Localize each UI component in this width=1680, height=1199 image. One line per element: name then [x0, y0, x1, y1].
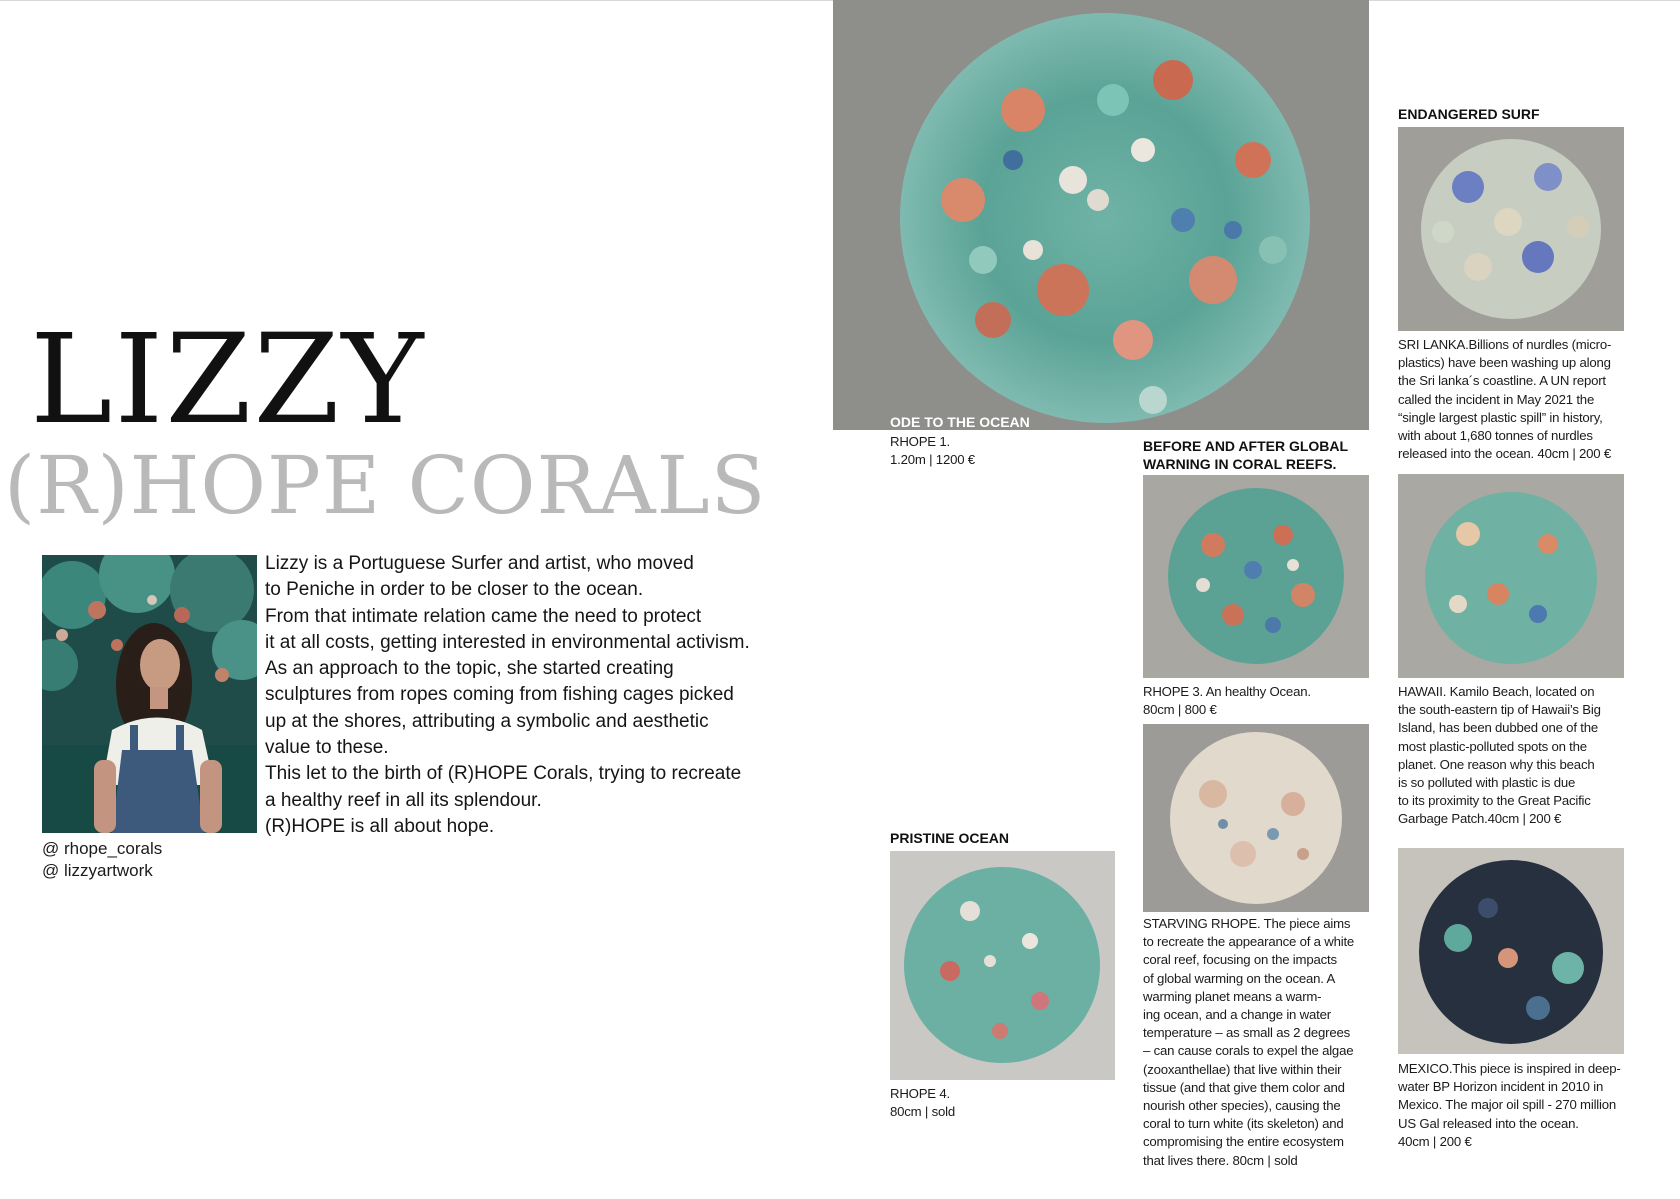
- caption-line: “single largest plastic spill” in history,: [1398, 409, 1603, 425]
- bio-line: to Peniche in order to be closer to the ocean.: [265, 579, 644, 601]
- rhope-3-caption: [1143, 683, 1311, 719]
- bio-line: This let to the birth of (R)HOPE Corals, trying to recreate: [265, 763, 742, 785]
- hawaii-photo: [1398, 474, 1624, 678]
- pristine-ocean-photo: [890, 851, 1115, 1080]
- caption-line: water BP Horizon incident in 2010 in: [1398, 1079, 1604, 1095]
- handle-lizzyartwork[interactable]: @ lizzyartwork: [42, 861, 153, 880]
- starving-rhope-photo: [1143, 724, 1369, 912]
- caption-line: plastics) have been washing up along: [1398, 355, 1611, 371]
- endangered-surf-photo: [1398, 127, 1624, 331]
- bio-line: it at all costs, getting interested in environmental activism.: [265, 631, 750, 653]
- bio-line: up at the shores, attributing a symbolic and aesthetic: [265, 710, 709, 732]
- caption-line: with about 1,680 tonnes of nurdles: [1398, 428, 1593, 444]
- ode-to-the-ocean-photo: [833, 0, 1369, 430]
- caption-line: warming planet means a warm-: [1143, 988, 1322, 1004]
- bio-line: (R)HOPE is all about hope.: [265, 815, 495, 837]
- mexico-photo: [1398, 848, 1624, 1054]
- heading-line: WARNING IN CORAL REEFS.: [1143, 456, 1337, 472]
- endangered-surf-heading: ENDANGERED SURF: [1398, 106, 1540, 122]
- ode-caption: [890, 433, 975, 469]
- caption-line: nourish other species), causing the: [1143, 1098, 1341, 1114]
- caption-line: – can cause corals to expel the algae: [1143, 1043, 1354, 1059]
- hawaii-caption: [1398, 683, 1601, 829]
- page-subtitle: (R)HOPE CORALS: [4, 439, 767, 532]
- page-title: LIZZY: [30, 308, 426, 452]
- mexico-caption: [1398, 1060, 1621, 1151]
- starving-rhope-caption: [1143, 915, 1354, 1170]
- artist-bio: [265, 551, 775, 840]
- caption-line: planet. One reason why this beach: [1398, 756, 1595, 772]
- caption-line: 1.20m | 1200 €: [890, 452, 975, 468]
- caption-line: ing ocean, and a change in water: [1143, 1007, 1331, 1023]
- heading-line: BEFORE AND AFTER GLOBAL: [1143, 438, 1349, 454]
- caption-line: STARVING RHOPE. The piece aims: [1143, 916, 1351, 931]
- bio-line: a healthy reef in all its splendour.: [265, 789, 542, 811]
- caption-line: most plastic-polluted spots on the: [1398, 738, 1587, 754]
- caption-line: compromising the entire ecosystem: [1143, 1134, 1344, 1150]
- caption-line: RHOPE 1.: [890, 434, 950, 449]
- caption-line: Island, has been dubbed one of the: [1398, 720, 1598, 736]
- caption-line: RHOPE 4.: [890, 1086, 950, 1101]
- bio-line: sculptures from ropes coming from fishing cages picked: [265, 684, 734, 706]
- social-handles: [42, 838, 162, 882]
- caption-line: Garbage Patch.40cm | 200 €: [1398, 811, 1562, 827]
- ode-title: ODE TO THE OCEAN: [890, 414, 1030, 430]
- caption-line: to recreate the appearance of a white: [1143, 934, 1355, 950]
- caption-line: (zooxanthellae) that live within their: [1143, 1061, 1342, 1077]
- artist-portrait: [42, 555, 257, 833]
- handle-rhope-corals[interactable]: @ rhope_corals: [42, 839, 163, 858]
- caption-line: US Gal released into the ocean.: [1398, 1115, 1579, 1131]
- caption-line: HAWAII. Kamilo Beach, located on: [1398, 684, 1595, 699]
- caption-line: 40cm | 200 €: [1398, 1133, 1472, 1149]
- caption-line: to its proximity to the Great Pacific: [1398, 793, 1591, 809]
- endangered-surf-caption: [1398, 336, 1611, 463]
- bio-line: From that intimate relation came the need to protect: [265, 605, 702, 627]
- caption-line: tissue (and that give them color and: [1143, 1079, 1345, 1095]
- caption-line: 80cm | sold: [890, 1104, 955, 1120]
- pristine-ocean-caption: [890, 1085, 955, 1121]
- caption-line: Mexico. The major oil spill - 270 million: [1398, 1097, 1617, 1113]
- caption-line: the Sri lanka´s coastline. A UN report: [1398, 373, 1606, 389]
- rhope-3-photo: [1143, 475, 1369, 678]
- caption-line: released into the ocean. 40cm | 200 €: [1398, 446, 1612, 462]
- caption-line: SRI LANKA.Billions of nurdles (micro-: [1398, 337, 1612, 352]
- caption-line: 80cm | 800 €: [1143, 702, 1217, 718]
- caption-line: the south-eastern tip of Hawaii’s Big: [1398, 702, 1601, 718]
- bio-line: value to these.: [265, 737, 389, 759]
- before-after-heading: [1143, 437, 1348, 473]
- caption-line: coral reef, focusing on the impacts: [1143, 952, 1337, 968]
- caption-line: is so polluted with plastic is due: [1398, 775, 1576, 791]
- caption-line: coral to turn white (its skeleton) and: [1143, 1116, 1344, 1132]
- caption-line: temperature – as small as 2 degrees: [1143, 1025, 1351, 1041]
- caption-line: of global warming on the ocean. A: [1143, 970, 1336, 986]
- bio-line: As an approach to the topic, she started creating: [265, 658, 674, 680]
- bio-line: Lizzy is a Portuguese Surfer and artist, who moved: [265, 553, 694, 574]
- caption-line: that lives there. 80cm | sold: [1143, 1152, 1298, 1168]
- caption-line: RHOPE 3. An healthy Ocean.: [1143, 684, 1311, 699]
- caption-line: called the incident in May 2021 the: [1398, 391, 1595, 407]
- pristine-ocean-heading: PRISTINE OCEAN: [890, 830, 1010, 846]
- caption-line: MEXICO.This piece is inspired in deep-: [1398, 1061, 1621, 1076]
